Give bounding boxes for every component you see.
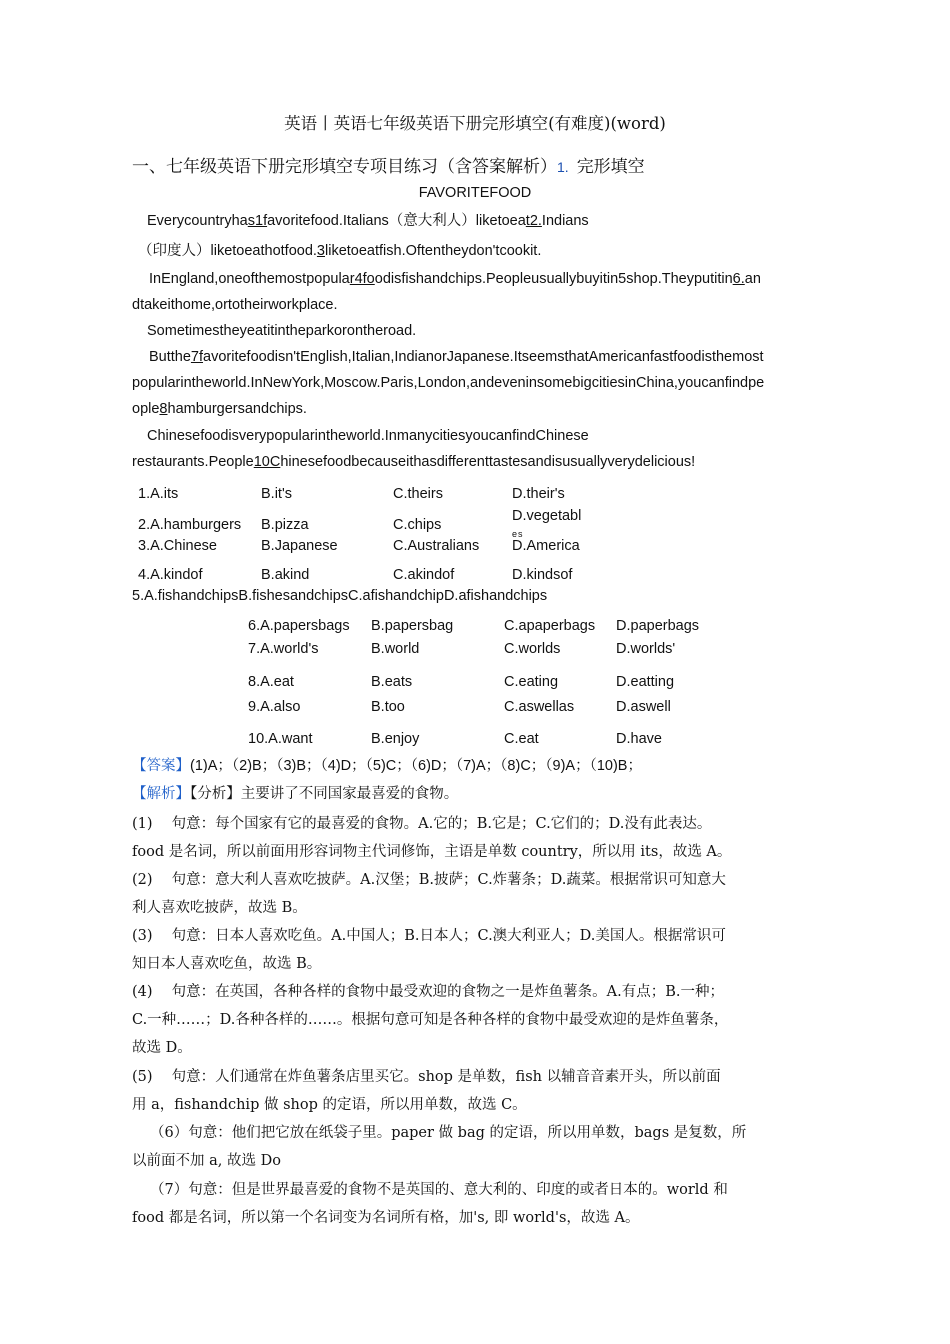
passage-line-8: ople8hamburgersandchips. (132, 401, 307, 417)
option-2b: B.pizza (261, 517, 309, 533)
option-4b: B.akind (261, 567, 310, 583)
explanation-3-line-1: (3) 句意：日本人喜欢吃鱼。A.中国人；B.日本人；C.澳大利亚人；D.美国人。根据常识可 (132, 928, 726, 944)
option-7d: D.worlds' (616, 641, 676, 657)
explanation-6-line-2: 以前面不加 a, 故选 Do (132, 1153, 281, 1169)
option-8a: 8.A.eat (248, 674, 294, 690)
explanation-5-line-1: (5) 句意：人们通常在炸鱼薯条店里买它。shop 是单数，fish 以辅音音素开头，所以前面 (132, 1069, 721, 1085)
option-4c: C.akindof (393, 567, 455, 583)
explanation-7-line-2: food 都是名词，所以第一个名词变为名词所有格，加's, 即 world's，故选 A。 (132, 1210, 640, 1226)
explanation-4-line-2: C.一种……；D.各种各样的……。根据句意可知是各种各样的食物中最受欢迎的是炸鱼薯条， (132, 1012, 729, 1028)
explanation-4-line-1: (4) 句意：在英国，各种各样的食物中最受欢迎的食物之一是炸鱼薯条。A.有点；B.一种； (132, 984, 724, 1000)
option-9b: B.too (371, 699, 405, 715)
option-1a: 1.A.its (138, 486, 179, 502)
blank-8: 8 (159, 401, 168, 417)
option-1d: D.their's (512, 486, 565, 502)
section-heading (132, 156, 645, 178)
blank-4: r4fo (349, 271, 375, 287)
explanation-5-line-2: 用 a，fishandchip 做 shop 的定语，所以用单数，故选 C。 (132, 1097, 527, 1113)
question-number: 1. (557, 159, 569, 175)
answer-line (132, 756, 642, 776)
passage-line-1: Everycountryhas1favoritefood.Italians（意大利人）liketoeat2.Indians (147, 213, 589, 229)
question-type: 完形填空 (576, 157, 645, 177)
blank-6: 6. (732, 271, 745, 287)
answer-tag: 【答案】 (132, 758, 190, 774)
option-9d: D.aswell (616, 699, 671, 715)
option-7a: 7.A.world's (248, 641, 319, 657)
passage-line-10: restaurants.People10Chinesefoodbecauseithasdifferenttastesandisusuallyverydelicious! (132, 454, 696, 470)
analysis-intro: 【分析】主要讲了不同国家最喜爱的食物。 (190, 786, 459, 802)
option-10d: D.have (616, 731, 662, 747)
explanation-6-line-1: （6）句意：他们把它放在纸袋子里。paper 做 bag 的定语，所以用单数，bags 是复数，所 (150, 1125, 747, 1141)
option-1c: C.theirs (393, 486, 443, 502)
option-3c: C.Australians (393, 538, 480, 554)
option-7b: B.world (371, 641, 420, 657)
option-6c: C.apaperbags (504, 618, 596, 634)
explanation-2-line-1: (2) 句意：意大利人喜欢吃披萨。A.汉堡；B.披萨；C.炸薯条；D.蔬菜。根据常识可知意大 (132, 872, 726, 888)
option-9c: C.aswellas (504, 699, 575, 715)
option-8d: D.eatting (616, 674, 675, 690)
passage-line-7: popularintheworld.InNewYork,Moscow.Paris,London,andeveninsomebigcitiesinChina,youcanfindpe (132, 375, 765, 391)
option-2d: D.vegetabl (512, 508, 582, 524)
blank-10: 10C (253, 454, 281, 470)
passage-line-6: Butthe7favoritefoodisn'tEnglish,Italian,IndianorJapanese.ItseemsthatAmericanfastfoodisthemost (149, 349, 764, 365)
document-title: 英语丨英语七年级英语下册完形填空(有难度)(word) (284, 114, 666, 133)
option-4a: 4.A.kindof (138, 567, 203, 583)
explanation-7-line-1: （7）句意：但是世界最喜爱的食物不是英国的、意大利的、印度的或者日本的。world 和 (150, 1182, 728, 1198)
blank-7: 7f (190, 349, 204, 365)
explanation-4-line-3: 故选 D。 (132, 1040, 192, 1056)
analysis-tag: 【解析】 (132, 786, 190, 802)
option-9a: 9.A.also (248, 699, 301, 715)
option-2d-wrap: es (512, 529, 524, 539)
option-7c: C.worlds (504, 641, 561, 657)
passage-line-9: Chinesefoodisverypopularintheworld.InmanycitiesyoucanfindChinese (147, 428, 589, 444)
explanation-1-line-1: (1) 句意：每个国家有它的最喜爱的食物。A.它的；B.它是；C.它们的；D.没有此表达。 (132, 816, 712, 832)
passage-title: FAVORITEFOOD (418, 185, 532, 201)
option-10b: B.enjoy (371, 731, 420, 747)
passage-line-3: InEngland,oneofthemostpopular4foodisfishandchips.Peopleusuallybuyitin5shop.Theyputitin6.an (149, 271, 761, 287)
option-10a: 10.A.want (248, 731, 313, 747)
explanation-1-line-2: food 是名词，所以前面用形容词物主代词修饰，主语是单数 country，所以用 its，故选 A。 (132, 844, 732, 860)
option-3b: B.Japanese (261, 538, 338, 554)
passage-line-4: dtakeithome,ortotheirworkplace. (132, 297, 338, 313)
explanation-3-line-2: 知日本人喜欢吃鱼，故选 B。 (132, 956, 322, 972)
option-10c: C.eat (504, 731, 539, 747)
option-6b: B.papersbag (371, 618, 454, 634)
blank-3: 3 (316, 243, 325, 259)
blank-2: t2. (525, 213, 542, 229)
option-2a: 2.A.hamburgers (138, 517, 242, 533)
option-3d: D.America (512, 538, 580, 554)
option-6d: D.paperbags (616, 618, 700, 634)
passage-line-2: （印度人）liketoeathotfood.3liketoeatfish.Oftentheydon'tcookit. (138, 243, 542, 259)
options-q5: 5.A.fishandchipsB.fishesandchipsC.afishandchipD.afishandchips (132, 588, 548, 604)
option-8c: C.eating (504, 674, 559, 690)
option-3a: 3.A.Chinese (138, 538, 217, 554)
option-4d: D.kindsof (512, 567, 573, 583)
analysis-line (132, 784, 458, 804)
option-1b: B.it's (261, 486, 292, 502)
explanation-2-line-2: 利人喜欢吃披萨，故选 B。 (132, 900, 307, 916)
option-2c: C.chips (393, 517, 442, 533)
passage-line-5: Sometimestheyeatitintheparkorontheroad. (147, 323, 417, 339)
section-heading-text: 一、七年级英语下册完形填空专项目练习（含答案解析） (132, 157, 557, 177)
option-6a: 6.A.papersbags (248, 618, 350, 634)
blank-1: s1f (247, 213, 268, 229)
answer-text: (1)A；（2)B；（3)B；（4)D；（5)C；（6)D；（7)A；（8)C；（9)A；（10)B； (190, 758, 642, 774)
option-8b: B.eats (371, 674, 413, 690)
